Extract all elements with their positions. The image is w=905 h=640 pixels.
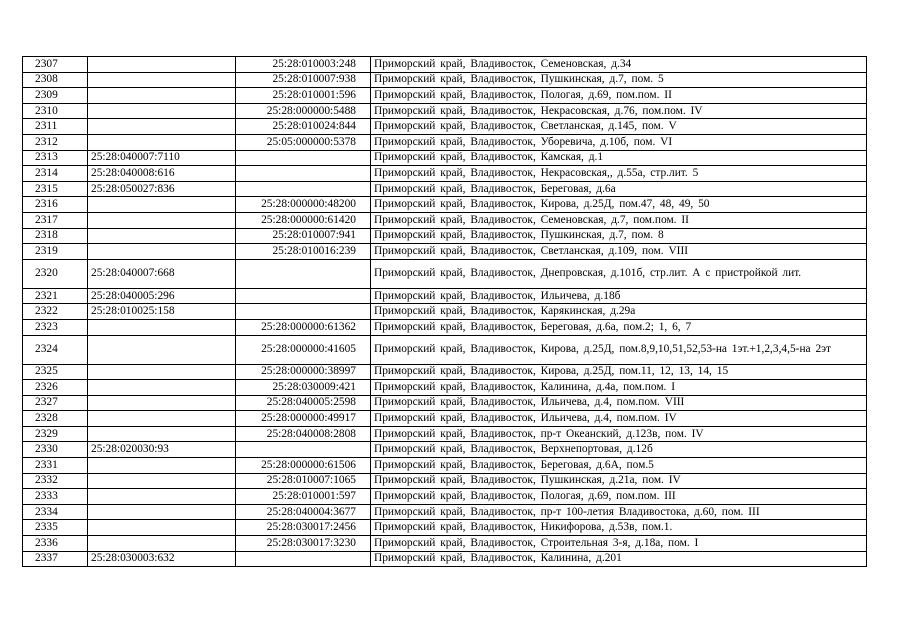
row-number-cell: 2318 (23, 228, 88, 244)
cadastral-number-cell: 25:28:020030:93 (88, 442, 236, 458)
address-cell: Приморский край, Владивосток, Светланская, д.109, пом. VIII (371, 244, 867, 260)
row-number-cell: 2307 (23, 57, 88, 73)
row-number-cell: 2323 (23, 319, 88, 335)
address-cell: Приморский край, Владивосток, Камская, д.1 (371, 150, 867, 166)
cadastral-number-alt-cell: 25:28:000000:49917 (236, 411, 371, 427)
row-number-cell: 2319 (23, 244, 88, 260)
address-cell: Приморский край, Владивосток, Кирова, д.25Д, пом.11, 12, 13, 14, 15 (371, 364, 867, 380)
table-row (23, 244, 867, 260)
table-row (23, 288, 867, 304)
cadastral-number-cell (88, 458, 236, 474)
table-row (23, 150, 867, 166)
address-cell: Приморский край, Владивосток, Кирова, д.25Д, пом.8,9,10,51,52,53-на 1эт.+1,2,3,4,5-на 2эт (371, 335, 867, 364)
cadastral-number-alt-cell: 25:28:030017:3230 (236, 536, 371, 552)
cadastral-number-cell (88, 72, 236, 88)
row-number-cell: 2309 (23, 88, 88, 104)
row-number-cell: 2317 (23, 212, 88, 228)
row-number-cell: 2315 (23, 181, 88, 197)
row-number-cell: 2310 (23, 103, 88, 119)
address-cell: Приморский край, Владивосток, Светланская, д.145, пом. V (371, 119, 867, 135)
registry-body (23, 57, 867, 567)
row-number-cell: 2316 (23, 197, 88, 213)
cadastral-number-cell: 25:28:040008:616 (88, 166, 236, 182)
table-row (23, 520, 867, 536)
cadastral-number-cell (88, 134, 236, 150)
address-cell: Приморский край, Владивосток, Семеновская, д.7, пом.пом. II (371, 212, 867, 228)
table-row (23, 489, 867, 505)
address-cell: Приморский край, Владивосток, Калинина, д.201 (371, 551, 867, 567)
row-number-cell: 2335 (23, 520, 88, 536)
address-cell: Приморский край, Владивосток, Ильичева, д.4, пом.пом. IV (371, 411, 867, 427)
cadastral-number-alt-cell: 25:28:000000:38997 (236, 364, 371, 380)
row-number-cell: 2325 (23, 364, 88, 380)
cadastral-number-alt-cell: 25:28:040005:2598 (236, 395, 371, 411)
cadastral-number-alt-cell (236, 288, 371, 304)
cadastral-number-cell (88, 426, 236, 442)
cadastral-number-alt-cell: 25:28:000000:41605 (236, 335, 371, 364)
table-row (23, 181, 867, 197)
cadastral-number-alt-cell: 25:28:030017:2456 (236, 520, 371, 536)
cadastral-number-alt-cell: 25:28:000000:48200 (236, 197, 371, 213)
cadastral-number-alt-cell: 25:28:010007:941 (236, 228, 371, 244)
cadastral-number-alt-cell (236, 259, 371, 288)
row-number-cell: 2311 (23, 119, 88, 135)
address-cell: Приморский край, Владивосток, пр-т 100-летия Владивостока, д.60, пом. III (371, 504, 867, 520)
table-row (23, 458, 867, 474)
address-cell: Приморский край, Владивосток, Пушкинская, д.21а, пом. IV (371, 473, 867, 489)
row-number-cell: 2308 (23, 72, 88, 88)
address-cell: Приморский край, Владивосток, Ильичева, д.4, пом.пом. VIII (371, 395, 867, 411)
cadastral-number-alt-cell: 25:28:010016:239 (236, 244, 371, 260)
cadastral-number-alt-cell (236, 166, 371, 182)
table-row (23, 380, 867, 396)
address-cell: Приморский край, Владивосток, Береговая, д.6а, пом.2; 1, 6, 7 (371, 319, 867, 335)
cadastral-number-cell (88, 335, 236, 364)
address-cell: Приморский край, Владивосток, Береговая, д.6а (371, 181, 867, 197)
table-row (23, 473, 867, 489)
cadastral-number-alt-cell: 25:28:000000:61420 (236, 212, 371, 228)
table-row (23, 134, 867, 150)
address-cell: Приморский край, Владивосток, Пологая, д.69, пом.пом. II (371, 88, 867, 104)
cadastral-number-cell (88, 536, 236, 552)
table-row (23, 551, 867, 567)
row-number-cell: 2321 (23, 288, 88, 304)
address-cell: Приморский край, Владивосток, Верхнепортовая, д.12б (371, 442, 867, 458)
table-row (23, 335, 867, 364)
cadastral-number-alt-cell (236, 181, 371, 197)
cadastral-number-alt-cell: 25:28:000000:5488 (236, 103, 371, 119)
cadastral-number-alt-cell: 25:28:040008:2808 (236, 426, 371, 442)
cadastral-number-cell (88, 212, 236, 228)
cadastral-number-alt-cell: 25:28:000000:61362 (236, 319, 371, 335)
row-number-cell: 2332 (23, 473, 88, 489)
cadastral-number-alt-cell (236, 442, 371, 458)
cadastral-number-alt-cell: 25:28:030009:421 (236, 380, 371, 396)
address-cell: Приморский край, Владивосток, Никифорова, д.53в, пом.1. (371, 520, 867, 536)
row-number-cell: 2336 (23, 536, 88, 552)
row-number-cell: 2331 (23, 458, 88, 474)
row-number-cell: 2326 (23, 380, 88, 396)
row-number-cell: 2313 (23, 150, 88, 166)
row-number-cell: 2330 (23, 442, 88, 458)
cadastral-number-alt-cell (236, 551, 371, 567)
table-row (23, 72, 867, 88)
cadastral-number-alt-cell: 25:28:010007:1065 (236, 473, 371, 489)
cadastral-number-alt-cell: 25:28:010024:844 (236, 119, 371, 135)
row-number-cell: 2322 (23, 304, 88, 320)
table-row (23, 304, 867, 320)
address-cell: Приморский край, Владивосток, Пушкинская, д.7, пом. 5 (371, 72, 867, 88)
address-cell: Приморский край, Владивосток, Береговая, д.6А, пом.5 (371, 458, 867, 474)
cadastral-number-cell (88, 411, 236, 427)
table-row (23, 88, 867, 104)
cadastral-number-cell: 25:28:010025:158 (88, 304, 236, 320)
cadastral-number-cell: 25:28:040007:7110 (88, 150, 236, 166)
cadastral-number-cell: 25:28:050027:836 (88, 181, 236, 197)
cadastral-number-alt-cell (236, 150, 371, 166)
table-row (23, 442, 867, 458)
row-number-cell: 2320 (23, 259, 88, 288)
address-cell: Приморский край, Владивосток, пр-т Океанский, д.123в, пом. IV (371, 426, 867, 442)
cadastral-number-cell (88, 57, 236, 73)
table-row (23, 319, 867, 335)
address-cell: Приморский край, Владивосток, Семеновская, д.34 (371, 57, 867, 73)
row-number-cell: 2324 (23, 335, 88, 364)
address-cell: Приморский край, Владивосток, Кирова, д.25Д, пом.47, 48, 49, 50 (371, 197, 867, 213)
row-number-cell: 2312 (23, 134, 88, 150)
address-cell: Приморский край, Владивосток, Пушкинская, д.7, пом. 8 (371, 228, 867, 244)
table-row (23, 411, 867, 427)
cadastral-number-alt-cell: 25:05:000000:5378 (236, 134, 371, 150)
row-number-cell: 2314 (23, 166, 88, 182)
cadastral-number-cell (88, 197, 236, 213)
address-cell: Приморский край, Владивосток, Строительная 3-я, д.18а, пом. I (371, 536, 867, 552)
table-row (23, 259, 867, 288)
cadastral-number-cell (88, 119, 236, 135)
cadastral-number-cell (88, 395, 236, 411)
cadastral-number-cell (88, 319, 236, 335)
cadastral-number-alt-cell: 25:28:000000:61506 (236, 458, 371, 474)
address-cell: Приморский край, Владивосток, Карякинская, д.29а (371, 304, 867, 320)
row-number-cell: 2334 (23, 504, 88, 520)
table-row (23, 212, 867, 228)
cadastral-number-cell (88, 228, 236, 244)
table-row (23, 57, 867, 73)
row-number-cell: 2333 (23, 489, 88, 505)
cadastral-number-alt-cell: 25:28:010007:938 (236, 72, 371, 88)
address-cell: Приморский край, Владивосток, Пологая, д.69, пом.пом. III (371, 489, 867, 505)
address-cell: Приморский край, Владивосток, Некрасовская, д.76, пом.пом. IV (371, 103, 867, 119)
table-row (23, 395, 867, 411)
cadastral-number-alt-cell: 25:28:010001:596 (236, 88, 371, 104)
cadastral-number-cell (88, 103, 236, 119)
cadastral-number-alt-cell (236, 304, 371, 320)
table-row (23, 166, 867, 182)
row-number-cell: 2329 (23, 426, 88, 442)
cadastral-number-cell (88, 489, 236, 505)
address-cell: Приморский край, Владивосток, Уборевича, д.10б, пом. VI (371, 134, 867, 150)
table-row (23, 103, 867, 119)
cadastral-number-cell (88, 504, 236, 520)
row-number-cell: 2327 (23, 395, 88, 411)
cadastral-number-cell (88, 380, 236, 396)
table-row (23, 197, 867, 213)
table-row (23, 536, 867, 552)
cadastral-number-cell (88, 364, 236, 380)
cadastral-number-alt-cell: 25:28:010003:248 (236, 57, 371, 73)
table-row (23, 228, 867, 244)
table-row (23, 119, 867, 135)
address-cell: Приморский край, Владивосток, Калинина, д.4а, пом.пом. I (371, 380, 867, 396)
table-row (23, 426, 867, 442)
cadastral-number-cell: 25:28:040005:296 (88, 288, 236, 304)
cadastral-number-cell (88, 520, 236, 536)
row-number-cell: 2337 (23, 551, 88, 567)
table-row (23, 504, 867, 520)
cadastral-number-cell: 25:28:030003:632 (88, 551, 236, 567)
cadastral-number-alt-cell: 25:28:040004:3677 (236, 504, 371, 520)
cadastral-number-cell (88, 473, 236, 489)
row-number-cell: 2328 (23, 411, 88, 427)
property-registry-table (22, 56, 867, 567)
cadastral-number-cell (88, 244, 236, 260)
table-row (23, 364, 867, 380)
cadastral-number-cell (88, 88, 236, 104)
cadastral-number-cell: 25:28:040007:668 (88, 259, 236, 288)
cadastral-number-alt-cell: 25:28:010001:597 (236, 489, 371, 505)
address-cell: Приморский край, Владивосток, Ильичева, д.18б (371, 288, 867, 304)
address-cell: Приморский край, Владивосток, Днепровская, д.101б, стр.лит. А с пристройкой лит. (371, 259, 867, 288)
address-cell: Приморский край, Владивосток, Некрасовская,, д.55а, стр.лит. 5 (371, 166, 867, 182)
